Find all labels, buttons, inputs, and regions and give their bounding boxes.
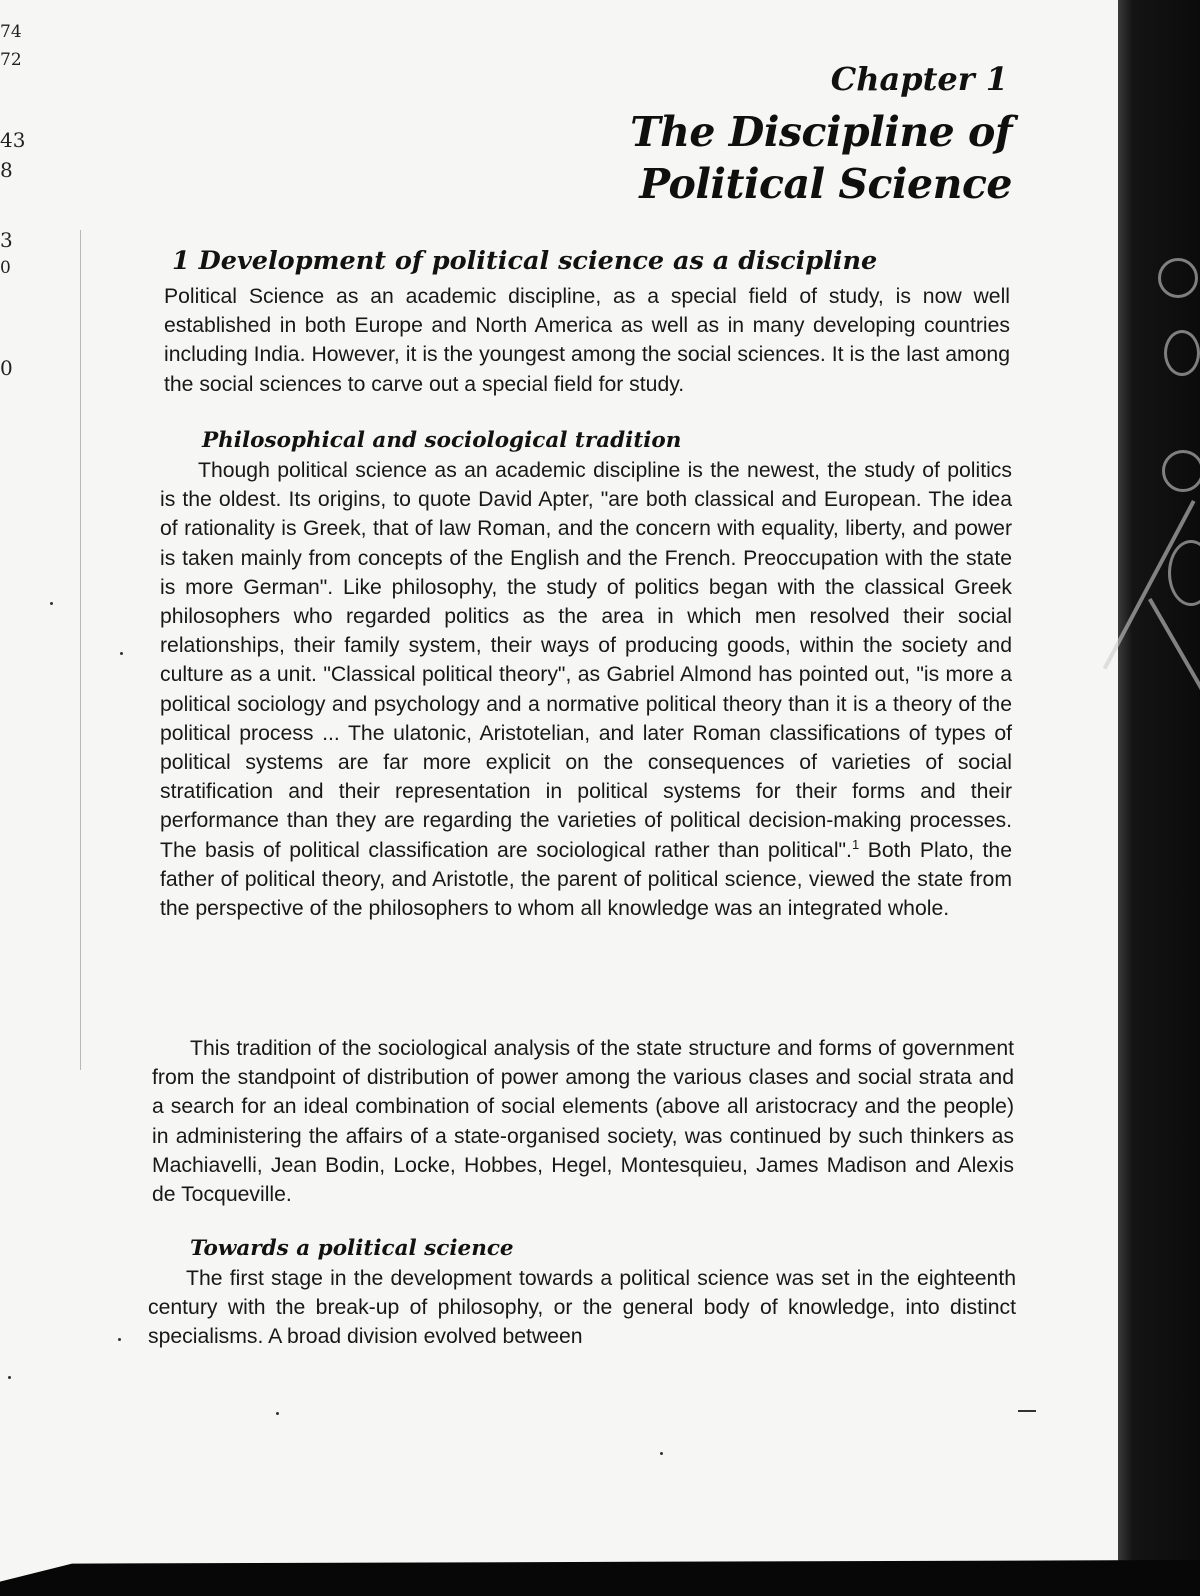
body-paragraph [160, 456, 1012, 923]
subsection-heading: Towards a political science [190, 1236, 514, 1261]
subsection-heading: Philosophical and sociological tradition [202, 428, 682, 453]
intro-paragraph: Political Science as an academic discipline, as a special field of study, is now well established in both Europe and North America as well as in many developing countries including India. However, it is the youngest among the social sciences. It is the last among the social sciences to carve out a special field for study. [164, 285, 1010, 396]
paragraph-text: Both Plato, the father of political theory, and Aristotle, the parent of political science, viewed the state from the perspective of the philosophers to whom all knowledge was an integrated whole. [160, 838, 1012, 921]
margin-fragment: 72 [0, 50, 22, 70]
margin-fragment: 0 [0, 356, 13, 380]
margin-fragment: 43 [0, 128, 26, 152]
page-gutter-line [80, 230, 81, 1070]
margin-fragment: 3 [0, 228, 13, 252]
book-binding-edge [1118, 0, 1200, 1596]
chapter-label: Chapter 1 [830, 60, 1008, 98]
body-paragraph: The first stage in the development towards a political science was set in the eighteenth century with the break-up of philosophy, or the general body of knowledge, into distinct specialisms. A broad division evolved between [148, 1267, 1016, 1349]
margin-fragment: 74 [0, 22, 22, 42]
paragraph-text: Though political science as an academic discipline is the newest, the study of politics is the oldest. Its origins, to quote David Apter, "are both classical and European. The idea of rationality is Greek, that of law Roman, and the concern with equality, liberty, and power is taken mainly from concepts of the English and the French. Preoccupation with the state is more German". Like philosophy, the study of politics began with the classical Greek philosophers who regarded politics as the area in which men resolved their social relationships, their family system, their ways of producing goods, within the society and culture as a unit. "Classical political theory", as Gabriel Almond has pointed out, "is more a political sociology and psychology and a normative political theory than it is a theory of the political process ... The ulatonic, Aristotelian, and later Roman classifications of types of political systems are far more explicit on the consequences of varieties of social stratification and their representation in political systems for their forms and their performance than they are regarding the varieties of political decision-making processes. The basis of political classification are sociological rather than political". [160, 459, 1012, 862]
body-paragraph: This tradition of the sociological analysis of the state structure and forms of government from the standpoint of distribution of power among the various clases and social strata and a search for an ideal combination of social elements (above all aristocracy and the people) in administering the affairs of a state-organised society, was continued by such thinkers as Machiavelli, Jean Bodin, Locke, Hobbes, Hegel, Montesquieu, James Madison and Alexis de Tocqueville. [152, 1037, 1014, 1207]
footnote-marker: 1 [851, 836, 860, 852]
chapter-title-line: The Discipline of [630, 108, 1012, 156]
margin-fragment: 8 [0, 158, 13, 182]
page-bottom-shadow [0, 1560, 1200, 1596]
margin-fragment: 0 [0, 258, 11, 278]
chapter-title-line: Political Science [639, 160, 1012, 208]
chapter-title [630, 106, 1012, 210]
section-heading: 1 Development of political science as a discipline [172, 246, 878, 276]
